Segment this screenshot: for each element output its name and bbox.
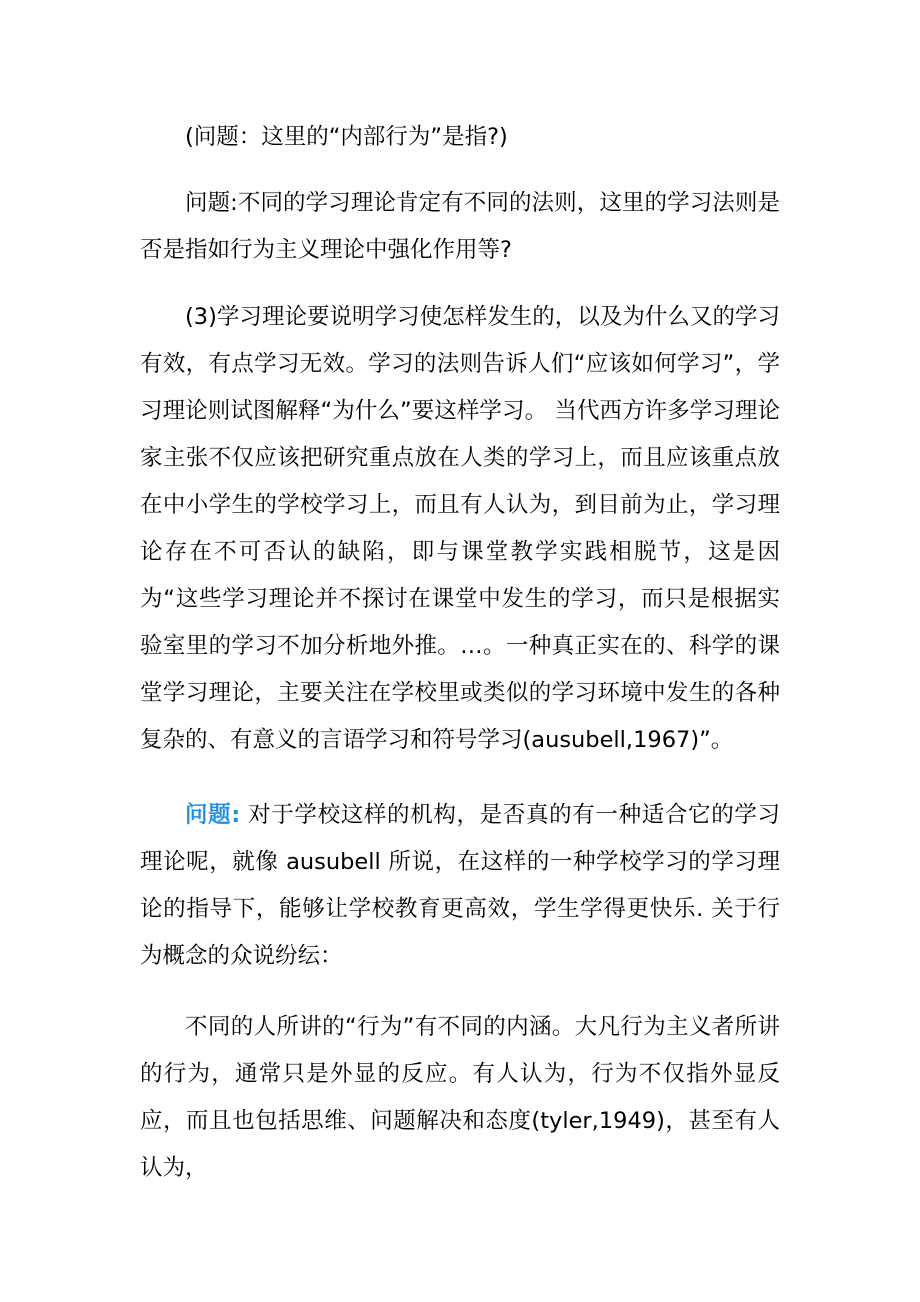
paragraph-learning-theory-explanation bbox=[140, 294, 780, 764]
paragraph-question-learning-laws bbox=[140, 180, 780, 274]
paragraph-text: 问题:不同的学习理论肯定有不同的法则，这里的学习法则是否是指如行为主义理论中强化作用等? bbox=[140, 190, 780, 263]
paragraph-text: (3)学习理论要说明学习使怎样发生的，以及为什么又的学习有效，有点学习无效。学习的法则告诉人们“应该如何学习”，学习理论则试图解释“为什么”要这样学习。 当代西方许多学习理论家主张不仅应该把研究重点放在人类的学习上，而且应该重点放在中小学生的学校学习上，而且有人认为，到目前为止，学习理论存在不可否认的缺陷，即与课堂教学实践相脱节，这是因为“这些学习理论并不探讨在课堂中发生的学习，而只是根据实验室里的学习不加分析地外推。…。一种真正实在的、科学的课堂学习理论，主要关注在学校里或类似的学习环境中发生的各种复杂的、有意义的言语学习和符号学习(ausubell,1967)”。 bbox=[140, 304, 780, 753]
paragraph-question-internal-behavior bbox=[140, 114, 780, 161]
question-label: 问题: bbox=[185, 802, 241, 828]
paragraph-text: (问题：这里的“内部行为”是指?) bbox=[185, 124, 508, 150]
paragraph-question-school-learning-theory bbox=[140, 792, 780, 980]
paragraph-text: 对于学校这样的机构，是否真的有一种适合它的学习理论呢，就像 ausubell 所说，在这样的一种学校学习的学习理论的指导下，能够让学校教育更高效，学生学得更快乐. 关于行为概念的众说纷纭： bbox=[140, 802, 781, 969]
paragraph-text: 不同的人所讲的“行为”有不同的内涵。大凡行为主义者所讲的行为，通常只是外显的反应。有人认为，行为不仅指外显反应，而且也包括思维、问题解决和态度(tyler,1949)，甚至有人认为， bbox=[140, 1014, 780, 1181]
paragraph-behavior-definitions bbox=[140, 1004, 780, 1192]
